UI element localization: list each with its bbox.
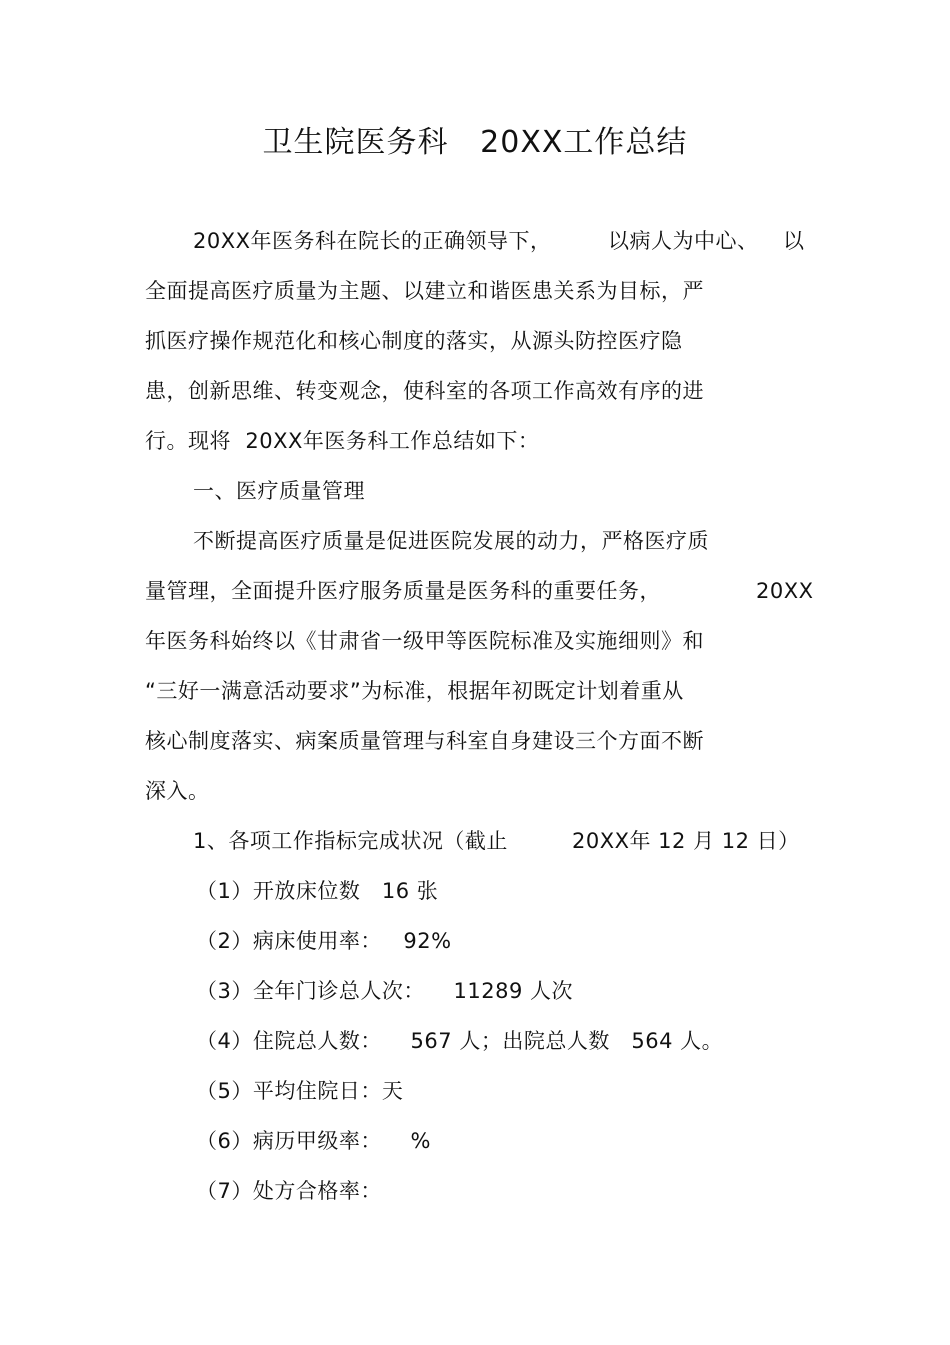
paragraph-line: 全面提高医疗质量为主题、以建立和谐医患关系为目标，严 bbox=[145, 279, 704, 303]
paragraph-line: 20XX年医务科在院长的正确领导下， bbox=[193, 229, 552, 253]
list-item: （2）病床使用率： 92% bbox=[196, 929, 452, 953]
paragraph-line: 抓医疗操作规范化和核心制度的落实，从源头防控医疗隐 bbox=[145, 329, 683, 353]
paragraph-line: “三好一满意活动要求”为标准，根据年初既定计划着重从 bbox=[145, 679, 684, 703]
paragraph-line: 20XX bbox=[756, 579, 814, 603]
paragraph-line: 核心制度落实、病案质量管理与科室自身建设三个方面不断 bbox=[145, 729, 704, 753]
paragraph-line: 行。现将 20XX年医务科工作总结如下： bbox=[145, 429, 540, 453]
list-item: （6）病历甲级率： % bbox=[196, 1129, 432, 1153]
paragraph-line: 不断提高医疗质量是促进医院发展的动力，严格医疗质 bbox=[193, 529, 709, 553]
paragraph-line: 深入。 bbox=[145, 779, 210, 803]
paragraph-line: 患，创新思维、转变观念，使科室的各项工作高效有序的进 bbox=[145, 379, 704, 403]
list-item: （3）全年门诊总人次： 11289 人次 bbox=[196, 979, 574, 1003]
list-item: （7）处方合格率： bbox=[196, 1179, 382, 1203]
paragraph-line: 量管理，全面提升医疗服务质量是医务科的重要任务， bbox=[145, 579, 661, 603]
subsection-heading: 20XX年 12 月 12 日） bbox=[572, 829, 800, 853]
subsection-heading: 1、各项工作指标完成状况（截止 bbox=[193, 829, 508, 853]
paragraph-line: 以病人为中心、 bbox=[608, 229, 759, 253]
list-item: （5）平均住院日：天 bbox=[196, 1079, 404, 1103]
list-item: （4）住院总人数： 567 人；出院总人数 564 人。 bbox=[196, 1029, 724, 1053]
document-title: 卫生院医务科 20XX工作总结 bbox=[262, 125, 688, 160]
paragraph-line: 以 bbox=[783, 229, 805, 253]
section-heading: 一、医疗质量管理 bbox=[193, 479, 365, 503]
paragraph-line: 年医务科始终以《甘肃省一级甲等医院标准及实施细则》和 bbox=[145, 629, 704, 653]
list-item: （1）开放床位数 16 张 bbox=[196, 879, 439, 903]
